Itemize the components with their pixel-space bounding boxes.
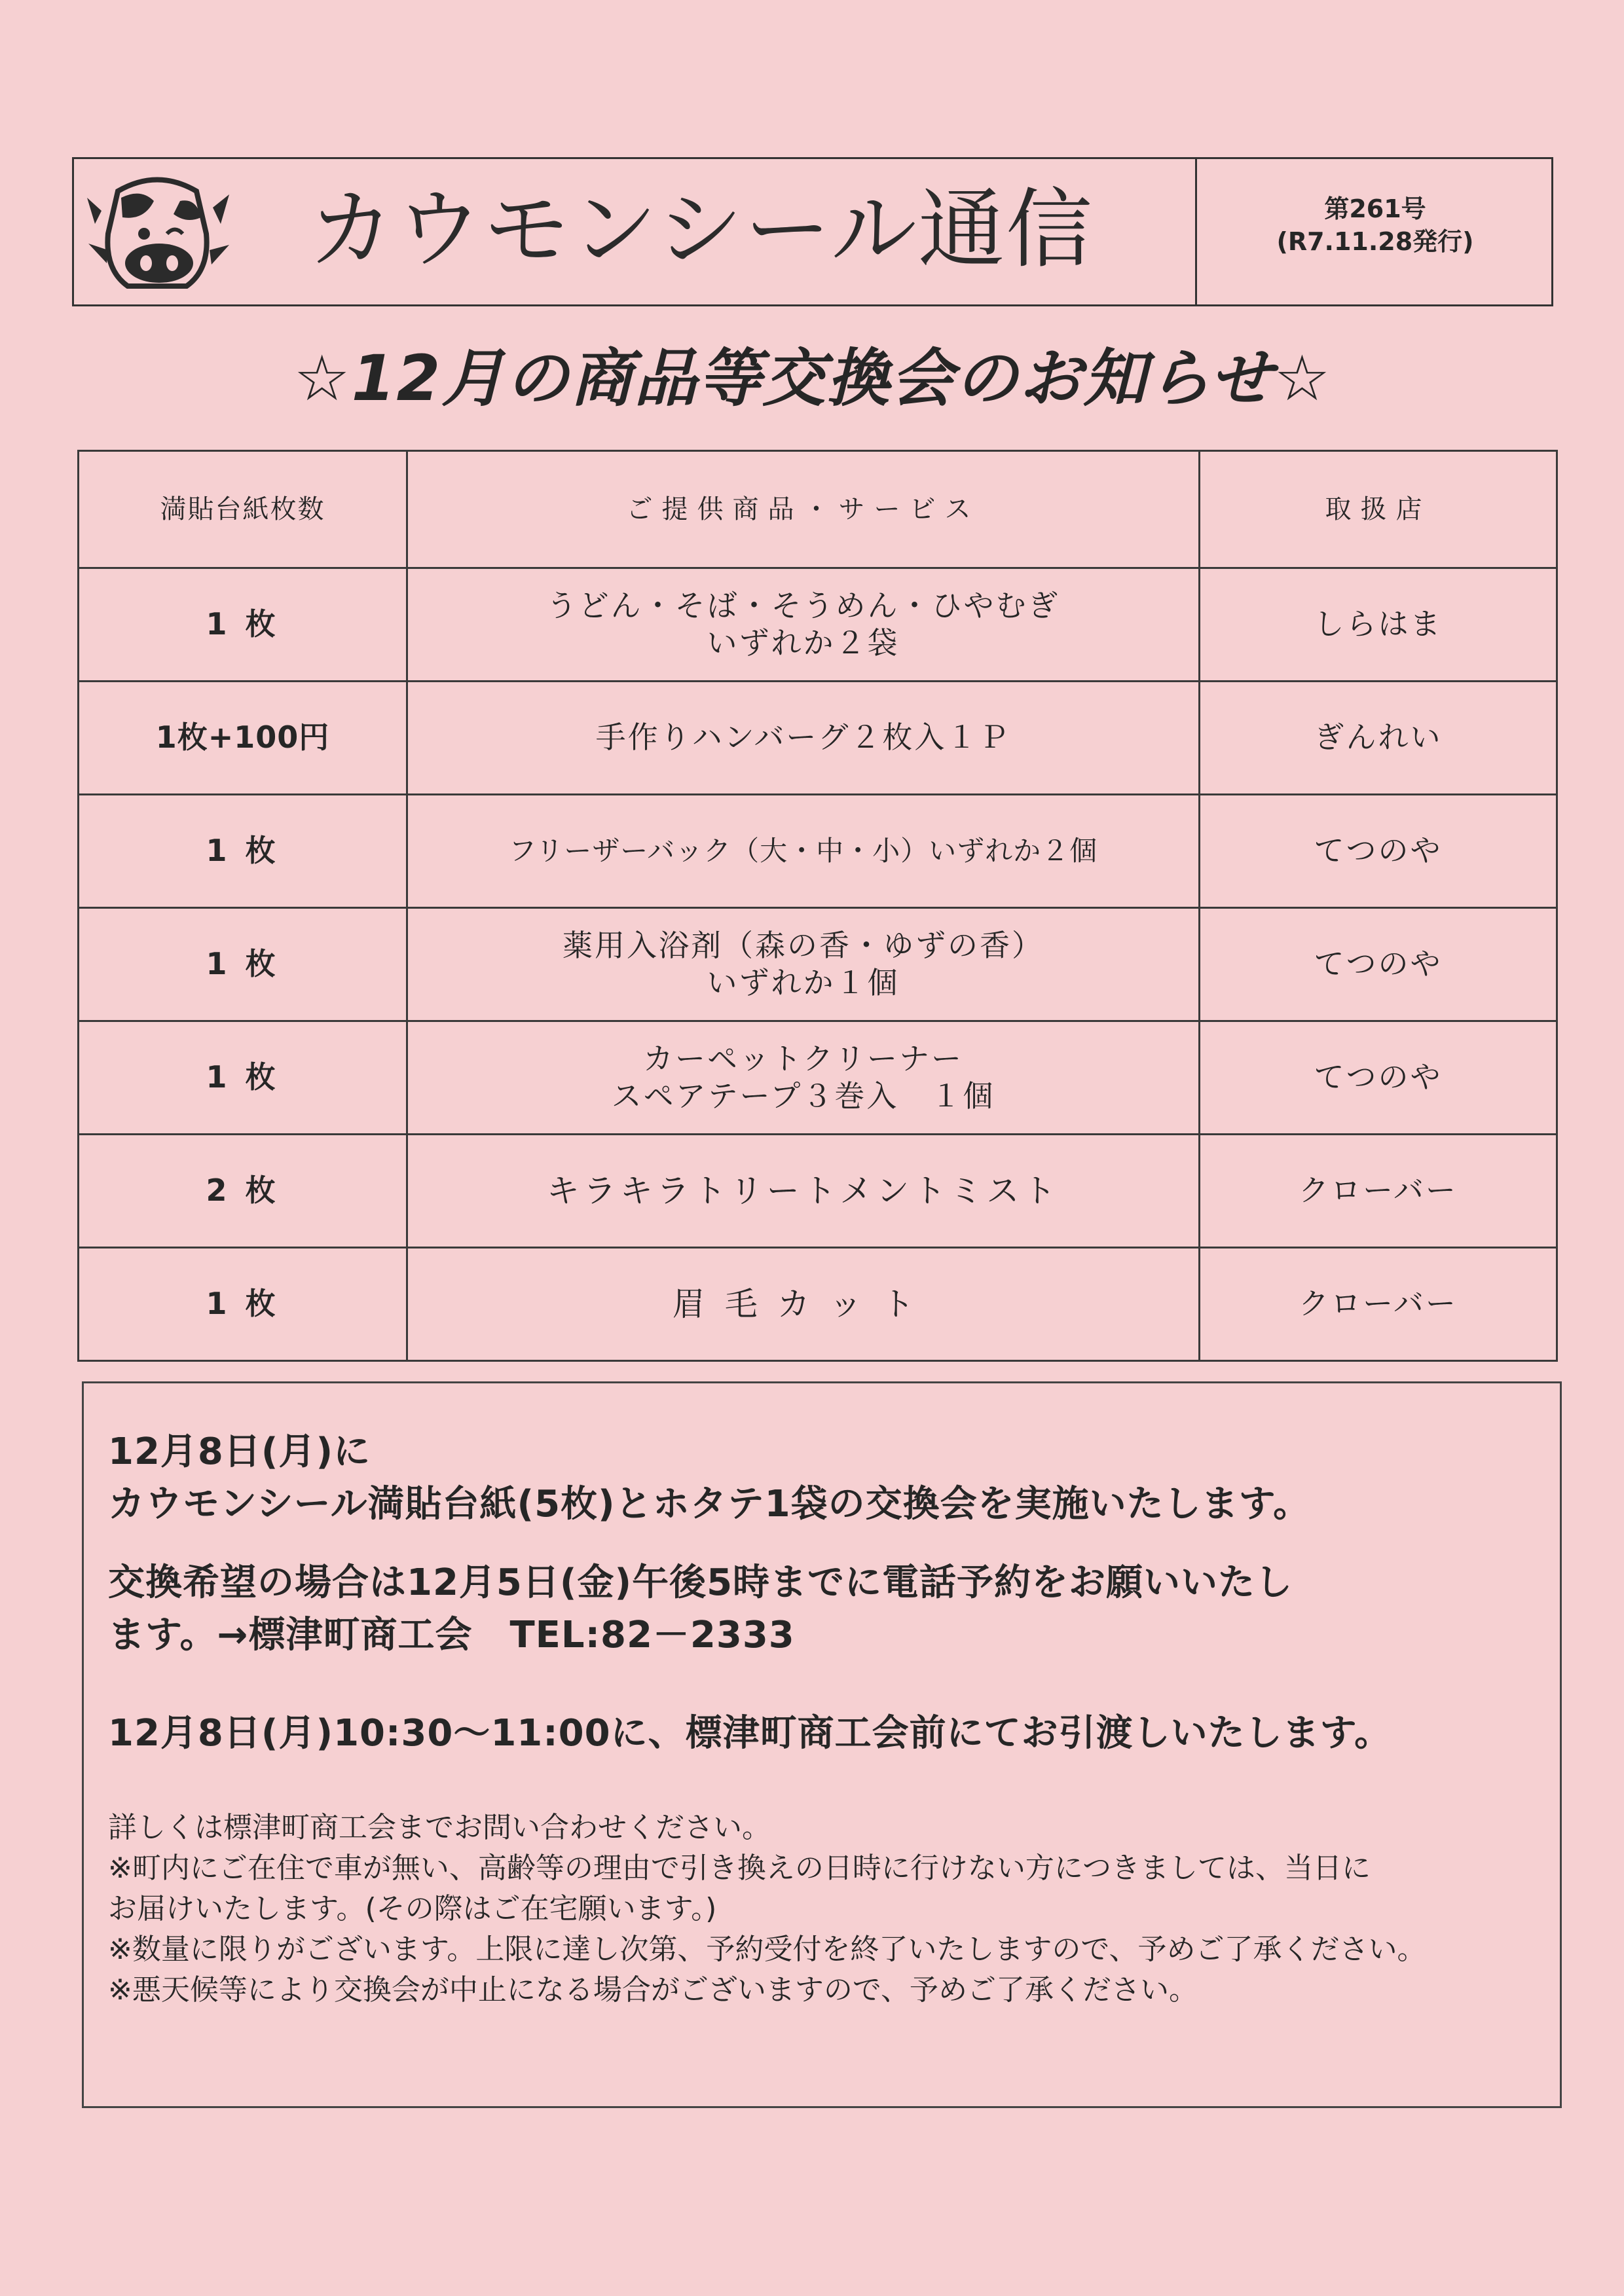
notice-weather-note: ※悪天候等により交換会が中止になる場合がございますので、予めご了承ください。: [108, 1973, 1198, 2007]
column-header-sheets: 満貼台紙枚数: [79, 451, 407, 568]
row-sheet-count: 2 枚: [79, 1135, 407, 1248]
row-sheet-count: 1 枚: [79, 795, 407, 908]
header-divider: [1195, 157, 1197, 306]
row-item-line: 眉毛カット: [672, 1285, 934, 1323]
row-item-line: キラキラトリートメントミスト: [546, 1171, 1060, 1210]
table-row: [79, 1135, 1557, 1248]
row-item-line: 薬用入浴剤（森の香・ゆずの香）: [563, 927, 1044, 963]
table-row: [79, 1021, 1557, 1135]
row-item: [407, 568, 1200, 682]
notice-reservation-line: 交換希望の場合は12月5日(金)午後5時までに電話予約をお願いいたし: [108, 1561, 1293, 1604]
row-shop: てつのや: [1200, 1021, 1557, 1135]
table-row: [79, 795, 1557, 908]
announcement-headline: ☆12月の商品等交換会のお知らせ☆: [293, 342, 1332, 415]
row-shop: てつのや: [1200, 795, 1557, 908]
row-item: [407, 682, 1200, 795]
table-header-row: [79, 451, 1557, 568]
notice-inquiry: 詳しくは標津町商工会までお問い合わせください。: [108, 1811, 771, 1844]
row-item: [407, 1021, 1200, 1135]
row-sheet-count: 1 枚: [79, 908, 407, 1021]
table-row: [79, 908, 1557, 1021]
issue-number: 第261号: [1324, 194, 1426, 223]
cow-mascot-logo: [82, 172, 232, 296]
row-item-line: 手作りハンバーグ２枚入１Ｐ: [595, 720, 1011, 756]
row-shop: クローバー: [1200, 1135, 1557, 1248]
row-shop: クローバー: [1200, 1248, 1557, 1361]
table-row: [79, 568, 1557, 682]
row-shop: しらはま: [1200, 568, 1557, 682]
notice-exchange-line: カウモンシール満貼台紙(5枚)とホタテ1袋の交換会を実施いたします。: [108, 1483, 1311, 1525]
notice-pickup-line: 12月8日(月)10:30～11:00に、標津町商工会前にてお引渡しいたします。: [108, 1712, 1392, 1755]
notice-quantity-note: ※数量に限りがございます。上限に達し次第、予約受付を終了いたしますので、予めご了承ください。: [108, 1933, 1426, 1966]
row-sheet-count: 1枚+100円: [79, 682, 407, 795]
row-sheet-count: 1 枚: [79, 1248, 407, 1361]
row-item: [407, 1135, 1200, 1248]
row-shop: てつのや: [1200, 908, 1557, 1021]
row-shop: ぎんれい: [1200, 682, 1557, 795]
exchange-items-table: [77, 450, 1558, 1362]
row-item-line: スペアテープ３巻入 １個: [611, 1078, 995, 1114]
notice-date-line: 12月8日(月)に: [108, 1430, 371, 1473]
row-sheet-count: 1 枚: [79, 1021, 407, 1135]
issue-date: (R7.11.28発行): [1276, 227, 1474, 256]
column-header-items: ご提供商品・サービス: [407, 451, 1200, 568]
notice-contact-line: ます。→標津町商工会 TEL:82－2333: [108, 1614, 795, 1656]
row-sheet-count: 1 枚: [79, 568, 407, 682]
row-item-line: カーペットクリーナー: [642, 1040, 964, 1076]
newsletter-title: カウモンシール通信: [308, 179, 1094, 280]
column-header-shop: 取扱店: [1200, 451, 1557, 568]
row-item: [407, 1248, 1200, 1361]
table-row: [79, 1248, 1557, 1361]
row-item: [407, 908, 1200, 1021]
row-item-line: うどん・そば・そうめん・ひやむぎ: [546, 587, 1060, 623]
notice-delivery-note: ※町内にご在住で車が無い、高齢等の理由で引き換えの日時に行けない方につきましては、当日に: [108, 1851, 1371, 1885]
row-item-line: フリーザーバック（大・中・小）いずれか２個: [508, 834, 1098, 867]
row-item: [407, 795, 1200, 908]
notice-delivery-note-cont: お届けいたします。(その際はご在宅願います。): [108, 1892, 717, 1925]
row-item-line: いずれか２袋: [707, 625, 900, 661]
table-row: [79, 682, 1557, 795]
row-item-line: いずれか１個: [707, 965, 900, 1000]
